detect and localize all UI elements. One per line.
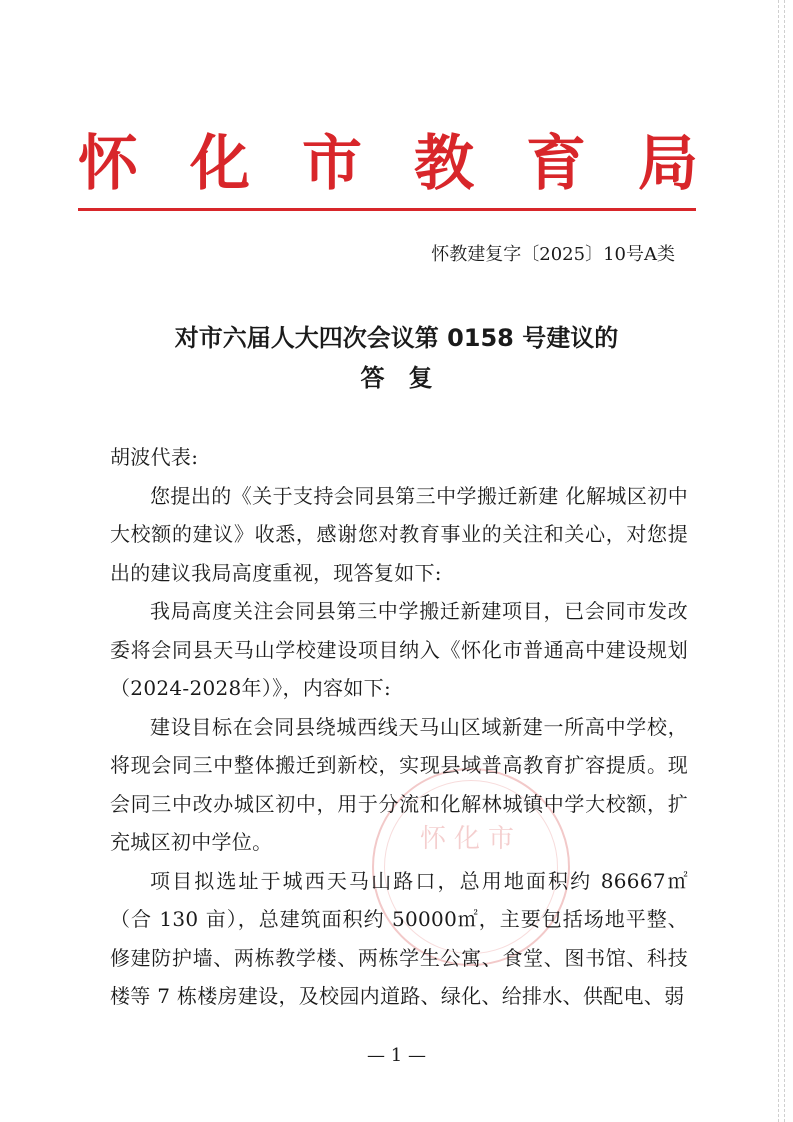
letterhead-char: 育 [526,129,586,199]
letterhead-rule [78,208,696,211]
letterhead-char: 局 [638,129,698,199]
body-paragraph: 建设目标在会同县绕城西线天马山区域新建一所高中学校，将现会同三中整体搬迁到新校，实现县域普高教育扩容提质。现会同三中改办城区初中，用于分流和化解林城镇中学大校额，扩充城区初中学位。 [110,714,688,854]
document-title-line-1: 对市六届人大四次会议第 0158 号建议的 [174,324,619,352]
body-paragraph: 我局高度关注会同县第三中学搬迁新建项目，已会同市发改委将会同县天马山学校建设项目纳入《怀化市普通高中建设规划（2024-2028年）》，内容如下: [110,599,688,700]
body-paragraph: 您提出的《关于支持会同县第三中学搬迁新建 化解城区初中大校额的建议》收悉，感谢您对教育事业的关注和关心，对您提出的建议我局高度重视，现答复如下: [110,483,688,585]
document-number: 怀教建复字〔2025〕10号A类 [431,244,675,265]
scan-edge-line [778,0,781,1122]
document-title-line-2: 答复 [360,364,457,392]
letterhead-char: 教 [414,129,474,199]
document-body [110,438,688,1016]
page-number: — 1 — [367,1045,426,1066]
salutation: 胡波代表: [110,445,199,469]
letterhead-char: 怀 [78,129,138,199]
letterhead-char: 化 [190,129,250,199]
letterhead-char: 市 [302,129,362,199]
letterhead-title [78,128,698,200]
scan-edge-line [784,0,787,1122]
body-paragraph: 项目拟选址于城西天马山路口，总用地面积约 86667㎡（合 130 亩），总建筑面积约 50000㎡，主要包括场地平整、修建防护墙、两栋教学楼、两栋学生公寓、食堂、图书馆、科技楼等 7 栋楼房建设，及校园内道路、绿化、给排水、供配电、弱 [110,868,688,1008]
seal-lettering: 怀化市 [419,824,522,854]
